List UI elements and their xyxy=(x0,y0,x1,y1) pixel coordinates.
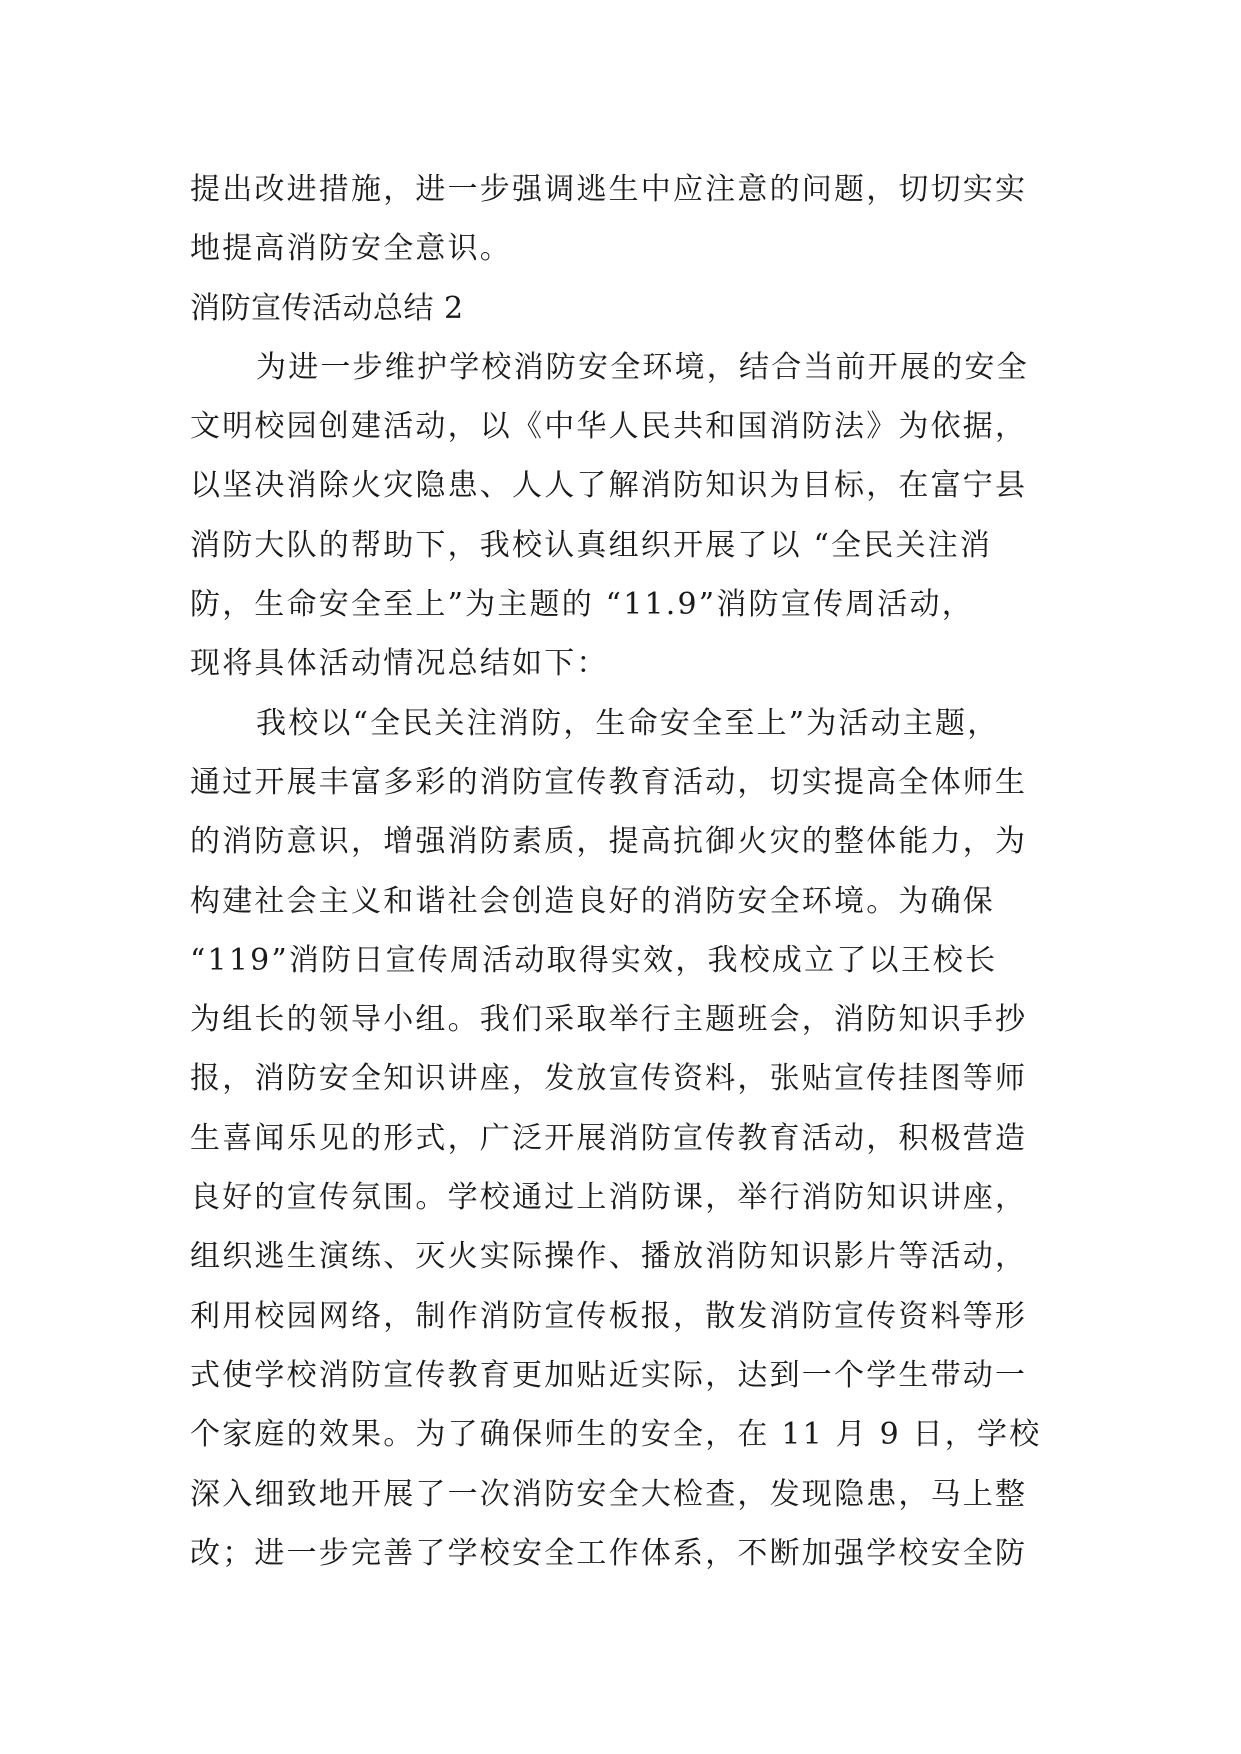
text-line: 文明校园创建活动，以《中华人民共和国消防法》为依据， xyxy=(190,409,1028,445)
text-line: 以坚决消除火灾隐患、人人了解消防知识为目标，在富宁县 xyxy=(190,468,1028,504)
text-line: 现将具体活动情况总结如下： xyxy=(190,646,609,682)
text-line: 报，消防安全知识讲座，发放宣传资料，张贴宣传挂图等师 xyxy=(190,1061,1028,1097)
document-page xyxy=(190,160,1070,1583)
text-line: 提出改进措施，进一步强调逃生中应注意的问题，切切实实 xyxy=(190,172,1028,207)
text-line: 地提高消防安全意识。 xyxy=(190,231,512,267)
text-line: 改；进一步完善了学校安全工作体系，不断加强学校安全防 xyxy=(190,1535,1028,1571)
text-line: 组织逃生演练、灭火实际操作、播放消防知识影片等活动， xyxy=(190,1239,1028,1275)
text-line: 防，生命安全至上”为主题的 “11.9”消防宣传周活动， xyxy=(190,587,974,623)
text-line: 的消防意识，增强消防素质，提高抗御火灾的整体能力，为 xyxy=(190,824,1028,860)
text-line: 为组长的领导小组。我们采取举行主题班会，消防知识手抄 xyxy=(190,1002,1028,1038)
text-line: 生喜闻乐见的形式，广泛开展消防宣传教育活动，积极营造 xyxy=(190,1120,1028,1156)
paragraph-first-line: 我校以“全民关注消防，生命安全至上”为活动主题， xyxy=(256,705,1000,741)
text-line: 消防大队的帮助下，我校认真组织开展了以 “全民关注消 xyxy=(190,527,993,563)
text-line: 利用校园网络，制作消防宣传板报，散发消防宣传资料等形 xyxy=(190,1298,1028,1334)
text-line: 良好的宣传氛围。学校通过上消防课，举行消防知识讲座， xyxy=(190,1180,1028,1216)
paragraph-first-line: 为进一步维护学校消防安全环境，结合当前开展的安全 xyxy=(256,349,1029,385)
text-line: “119”消防日宣传周活动取得实效，我校成立了以王校长 xyxy=(190,942,998,978)
text-line: 深入细致地开展了一次消防安全大检查，发现隐患，马上整 xyxy=(190,1476,1028,1512)
text-line: 个家庭的效果。为了确保师生的安全，在 11 月 9 日，学校 xyxy=(190,1417,1042,1453)
section-heading: 消防宣传活动总结 2 xyxy=(190,290,464,326)
text-line: 构建社会主义和谐社会创造良好的消防安全环境。为确保 xyxy=(190,883,995,919)
text-line: 式使学校消防宣传教育更加贴近实际，达到一个学生带动一 xyxy=(190,1357,1028,1393)
text-line: 通过开展丰富多彩的消防宣传教育活动，切实提高全体师生 xyxy=(190,764,1028,800)
